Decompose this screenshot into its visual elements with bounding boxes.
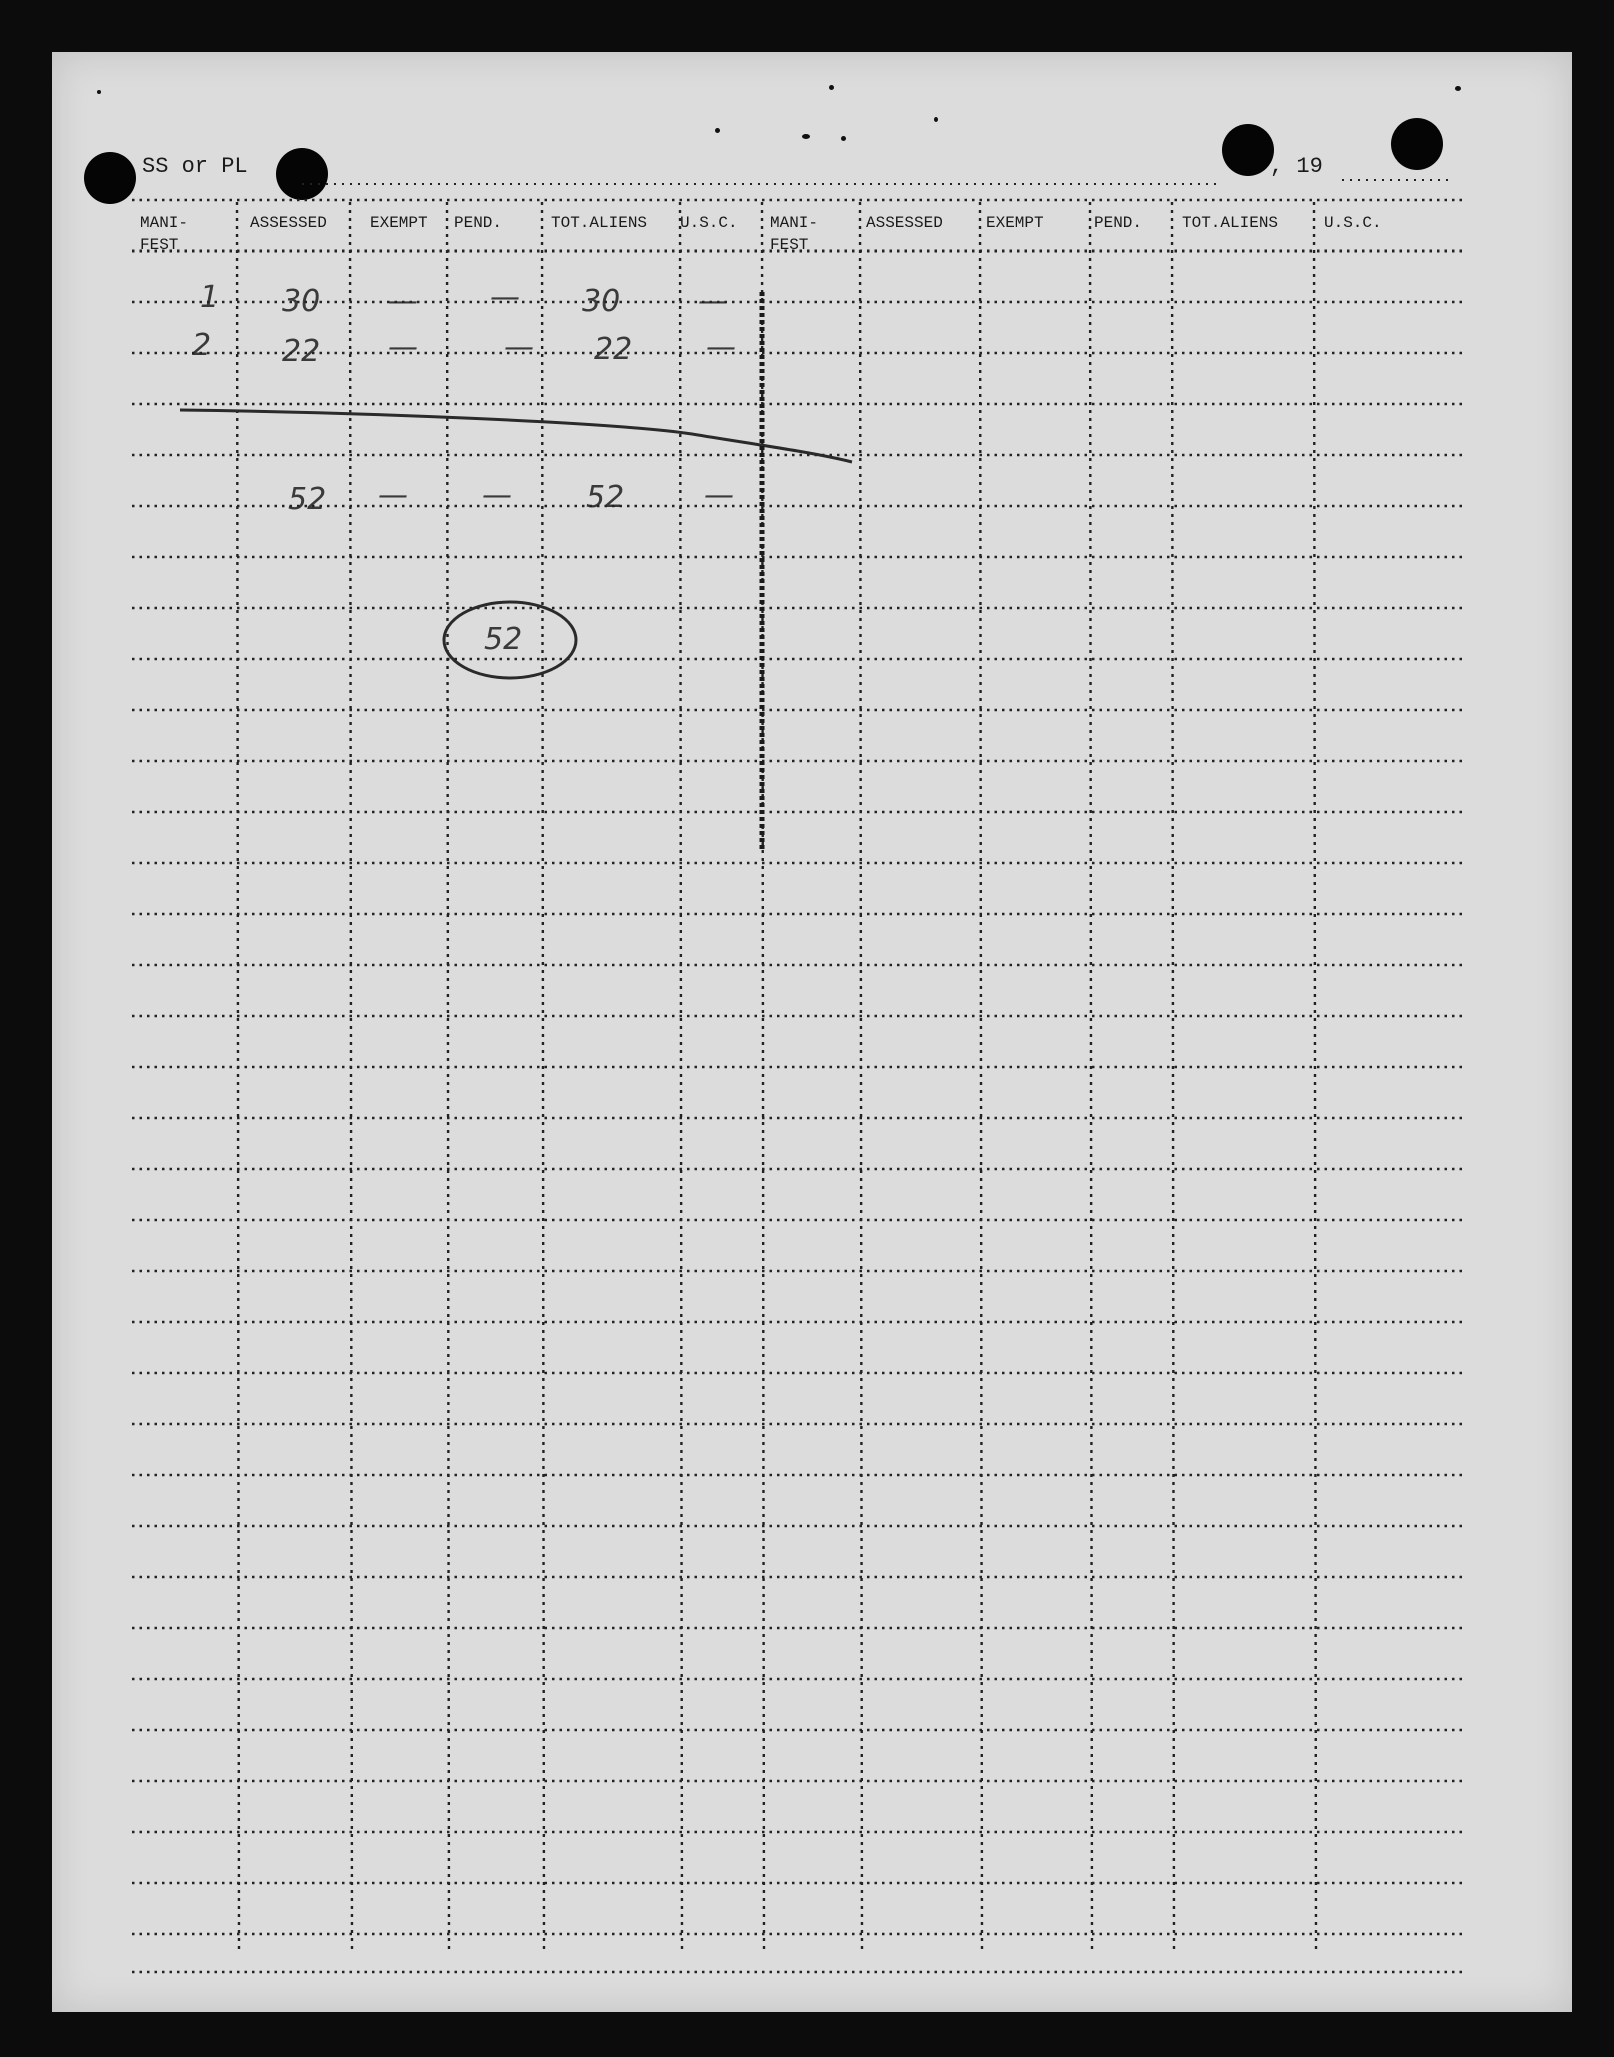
- column-rule: [237, 202, 239, 1952]
- row1-tot-aliens: 30: [582, 284, 621, 319]
- total-exempt: —: [378, 478, 408, 513]
- form-page: [52, 52, 1572, 2012]
- column-rule: [1172, 202, 1174, 1952]
- circled-total: 52: [484, 622, 523, 657]
- col-head-exempt-2: EXEMPT: [986, 214, 1044, 232]
- col-head-pend-2: PEND.: [1094, 214, 1143, 232]
- column-rule: [447, 202, 449, 1952]
- total-circle: [444, 602, 576, 678]
- total-pend: —: [482, 478, 512, 513]
- col-head-manifest-2: MANI- FEST: [770, 214, 819, 254]
- col-head-usc: U.S.C.: [680, 214, 738, 232]
- row2-pend: —: [504, 330, 534, 365]
- row1-manifest: 1: [200, 280, 220, 315]
- row2-assessed: 22: [282, 334, 321, 369]
- row2-tot-aliens: 22: [594, 332, 633, 367]
- total-tot-aliens: 52: [586, 480, 625, 515]
- col-head-assessed-2: ASSESSED: [866, 214, 943, 232]
- column-rule: [350, 202, 352, 1952]
- col-head-usc-2: U.S.C.: [1324, 214, 1382, 232]
- column-rule: [860, 202, 862, 1952]
- column-rule: [980, 202, 982, 1952]
- vessel-label: SS or PL: [142, 154, 248, 179]
- row1-assessed: 30: [282, 284, 321, 319]
- column-rule: [1090, 202, 1092, 1952]
- column-rule: [542, 202, 544, 1952]
- row2-manifest: 2: [192, 328, 212, 363]
- row1-pend: —: [490, 280, 520, 315]
- column-rule: [680, 202, 682, 1952]
- col-head-assessed: ASSESSED: [250, 214, 327, 232]
- col-head-tot-aliens-2: TOT.ALIENS: [1182, 214, 1279, 232]
- column-rule: [1314, 202, 1316, 1952]
- total-usc: —: [704, 478, 734, 513]
- row2-usc: —: [706, 330, 736, 365]
- col-head-pend: PEND.: [454, 214, 503, 232]
- row1-usc: —: [698, 284, 728, 319]
- row2-exempt: —: [388, 330, 418, 365]
- col-head-tot-aliens: TOT.ALIENS: [551, 214, 648, 232]
- total-assessed: 52: [288, 482, 327, 517]
- row1-exempt: —: [388, 284, 418, 319]
- col-head-manifest: MANI- FEST: [140, 214, 189, 254]
- col-head-exempt: EXEMPT: [370, 214, 428, 232]
- form-grid: [52, 52, 1572, 2012]
- year-label: , 19: [1270, 154, 1323, 179]
- column-rule: [762, 202, 764, 1952]
